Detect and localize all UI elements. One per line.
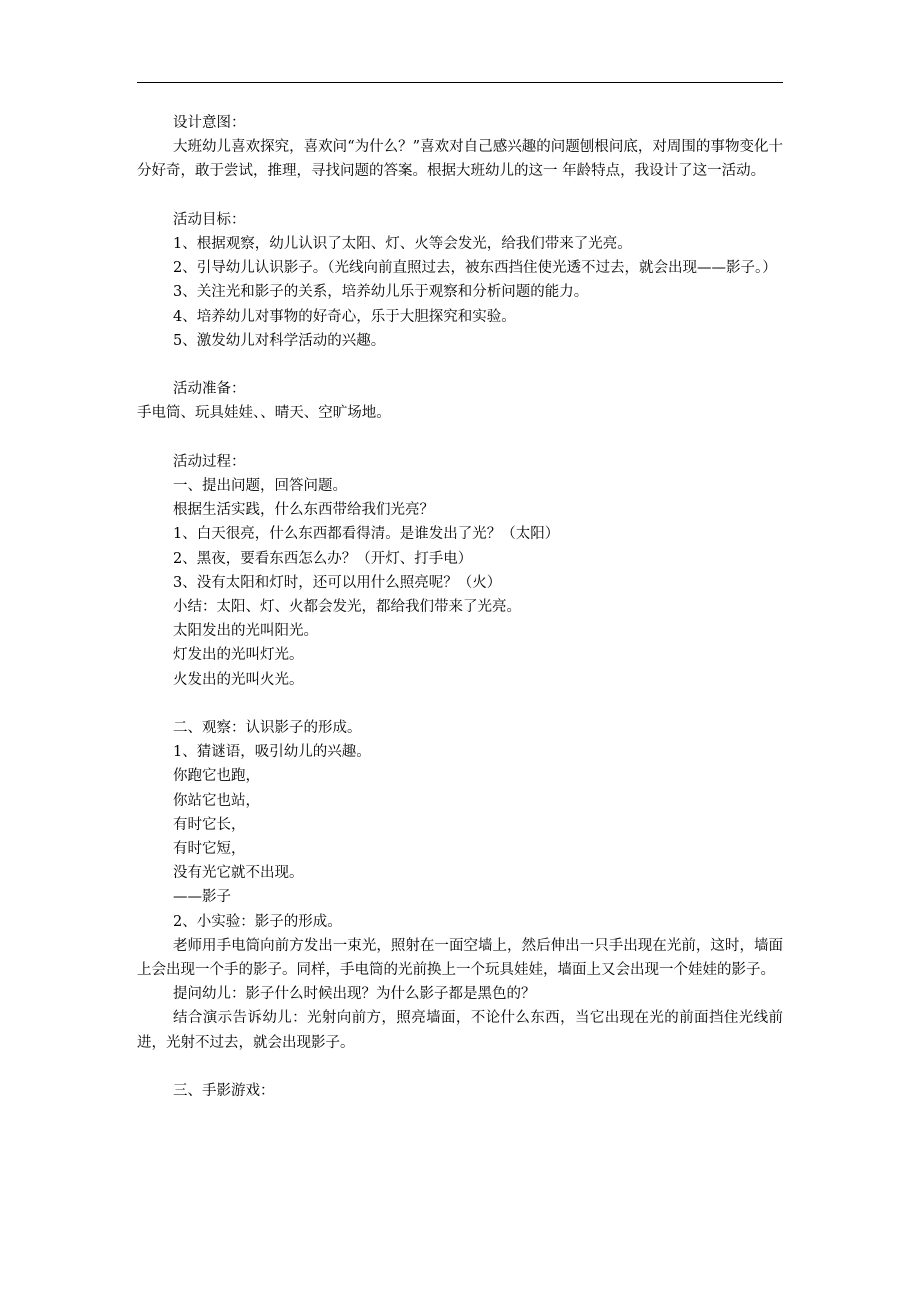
part1-line: 1、白天很亮，什么东西都看得清。是谁发出了光？（太阳） — [173, 526, 560, 543]
part1-summary: 小结：太阳、灯、火都会发光，都给我们带来了光亮。 — [173, 599, 521, 616]
question: 提问幼儿：影子什么时候出现？为什么影子都是黑色的？ — [173, 986, 536, 1003]
experiment-title: 2、小实验：影子的形成。 — [173, 913, 342, 930]
spacer — [137, 353, 783, 377]
goal-item-5: 5、激发幼儿对科学活动的兴趣。 — [173, 332, 386, 349]
spacer — [137, 184, 783, 208]
document-body — [137, 111, 783, 1103]
riddle-line: 有时它短， — [173, 841, 246, 858]
riddle-line: 你站它也站， — [173, 792, 260, 809]
process-heading: 活动过程： — [173, 453, 246, 470]
design-intent-body: 大班幼儿喜欢探究，喜欢问“为什么？”喜欢对自己感兴趣的问题刨根问底，对周围的事物变化十分好奇，敢于尝试，推理，寻找问题的答案。根据大班幼儿的这一 年龄特点，我设计了这一活动。 — [137, 139, 783, 180]
riddle-line: 有时它长， — [173, 816, 246, 833]
goal-item-1: 1、根据观察，幼儿认识了太阳、灯、火等会发光，给我们带来了光亮。 — [173, 236, 632, 252]
experiment-body: 老师用手电筒向前方发出一束光，照射在一面空墙上，然后伸出一只手出现在光前，这时，墙面上会出现一个手的影子。同样，手电筒的光前换上一个玩具娃娃，墙面上又会出现一个娃娃的影子。 — [137, 937, 783, 979]
goal-item-3: 3、关注光和影子的关系，培养幼儿乐于观察和分析问题的能力。 — [173, 284, 589, 301]
part3-title: 三、手影游戏： — [173, 1083, 275, 1100]
part2-title: 二、观察：认识影子的形成。 — [173, 720, 362, 737]
header-rule — [137, 82, 783, 83]
spacer — [137, 426, 783, 450]
goal-item-4: 4、培养幼儿对事物的好奇心，乐于大胆探究和实验。 — [173, 308, 516, 325]
preparation-body: 手电筒、玩具娃娃、、晴天、空旷场地。 — [137, 405, 391, 422]
conclusion: 结合演示告诉幼儿：光射向前方，照亮墙面，不论什么东西，当它出现在光的前面挡住光线前进，光射不过去，就会出现影子。 — [137, 1010, 783, 1051]
part1-title: 一、提出问题，回答问题。 — [173, 478, 347, 494]
goal-item-2: 2、引导幼儿认识影子。（光线向前直照过去，被东西挡住使光透不过去，就会出现——影子。） — [173, 260, 777, 277]
riddle-intro: 1、猜谜语，吸引幼儿的兴趣。 — [173, 744, 371, 761]
design-intent-heading: 设计意图： — [173, 115, 246, 131]
riddle-line: 你跑它也跑， — [173, 768, 260, 785]
preparation-heading: 活动准备： — [173, 381, 246, 398]
part1-line: 太阳发出的光叫阳光。 — [173, 623, 318, 640]
part1-line: 灯发出的光叫灯光。 — [173, 647, 304, 664]
part1-line: 3、没有太阳和灯时，还可以用什么照亮呢？（火） — [173, 574, 502, 591]
part1-line: 根据生活实践，什么东西带给我们光亮？ — [173, 502, 434, 519]
riddle-line: 没有光它就不出现。 — [173, 865, 304, 882]
goals-heading: 活动目标： — [173, 211, 246, 228]
part1-line: 火发出的光叫火光。 — [173, 671, 304, 688]
spacer — [137, 692, 783, 716]
spacer — [137, 1055, 783, 1079]
riddle-answer: ——影子 — [173, 889, 231, 906]
part1-line: 2、黑夜，要看东西怎么办？（开灯、打手电） — [173, 550, 473, 567]
